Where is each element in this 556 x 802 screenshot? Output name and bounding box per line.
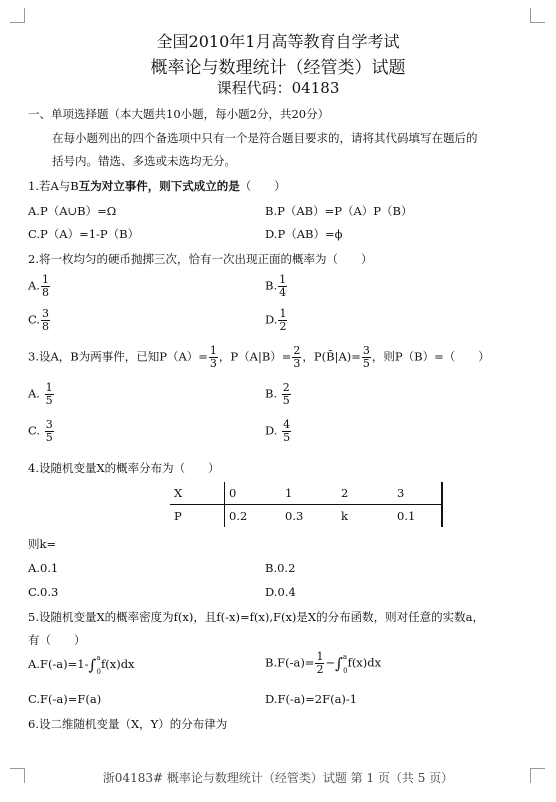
q4-cell: P bbox=[174, 509, 182, 523]
q3-fraction-3: $\frac{3}{5}$ bbox=[362, 344, 370, 370]
q3-a-fraction: $\frac{1}{5}$ bbox=[45, 381, 53, 407]
q5-option-d: D.F(-a)=2F(a)-1 bbox=[265, 692, 358, 706]
q2-d-fraction: $\frac{1}{2}$ bbox=[279, 307, 287, 333]
q2-c-fraction: $\frac{3}{8}$ bbox=[42, 307, 50, 333]
q3-option-c: C. $\frac{3}{5}$ bbox=[28, 418, 53, 444]
section-instruction-1: 在每小题列出的四个备选项中只有一个是符合题目要求的，请将其代码填写在题后的 bbox=[52, 131, 478, 145]
q4-cell: 0.2 bbox=[225, 505, 282, 528]
q5-stem-line-1: 5.设随机变量X的概率密度为f(x)，且f(-x)=f(x),F(x)是X的分布函数，则对任意的实数a， bbox=[28, 610, 484, 624]
q5-b-fraction: $\frac{1}{2}$ bbox=[316, 650, 324, 676]
q4-option-b: B.0.2 bbox=[265, 561, 296, 575]
q2-option-b: B. $\frac{1}{4}$ bbox=[265, 273, 287, 299]
course-code: 课程代码：04183 bbox=[216, 79, 340, 97]
q1-option-d: D.P（AB）=ϕ bbox=[265, 227, 343, 241]
q4-cell: 0 bbox=[225, 482, 282, 505]
q1-option-b: B.P（AB）=P（A）P（B） bbox=[265, 204, 413, 218]
q4-cell: 1 bbox=[281, 482, 337, 505]
exam-title: 全国2010年1月高等教育自学考试 bbox=[156, 32, 400, 51]
q2-option-d: D. $\frac{1}{2}$ bbox=[265, 307, 287, 333]
q3-stem: 3.设A，B为两事件，已知P（A）= $\frac{1}{3}$ ，P（A|B）= $\frac{2}{3}$ ，P(B̄|A)= $\frac{3}{5}$ ，则P（B）=（ ） bbox=[28, 344, 490, 370]
q4-cell: X bbox=[170, 482, 225, 505]
q4-option-c: C.0.3 bbox=[28, 585, 59, 599]
crop-mark-top-right bbox=[530, 8, 545, 23]
q2-a-fraction: $\frac{1}{8}$ bbox=[41, 273, 49, 299]
q3-option-a: A. $\frac{1}{5}$ bbox=[28, 381, 53, 407]
q1-option-a: A.P（A∪B）=Ω bbox=[28, 204, 117, 218]
q1-stem-b: 互为对立事件，则下式成立的是 bbox=[78, 179, 240, 193]
q4-table-row-x bbox=[170, 482, 442, 505]
q3-option-b: B. $\frac{2}{5}$ bbox=[265, 381, 290, 407]
q1-stem-a: 1.若A与B bbox=[28, 179, 79, 193]
q5-stem-line-2: 有（ ） bbox=[28, 633, 86, 647]
q4-option-d: D.0.4 bbox=[265, 585, 296, 599]
q3-option-d: D. $\frac{4}{5}$ bbox=[265, 418, 291, 444]
q2-option-c: C. $\frac{3}{8}$ bbox=[28, 307, 50, 333]
q3-fraction-2: $\frac{2}{3}$ bbox=[293, 344, 301, 370]
q1-stem bbox=[28, 178, 286, 194]
q2-stem: 2.将一枚均匀的硬币抛掷三次，恰有一次出现正面的概率为（ ） bbox=[28, 252, 373, 266]
q4-distribution-table bbox=[170, 482, 443, 527]
q5-option-a: A.F(-a)=1-∫$^a_0$f(x)dx bbox=[28, 654, 135, 676]
q1-stem-c: （ ） bbox=[239, 179, 286, 193]
page-footer: 浙04183# 概率论与数理统计（经管类）试题 第 1 页（共 5 页） bbox=[102, 771, 454, 785]
q4-table-row-p bbox=[170, 505, 442, 528]
q4-then: 则k= bbox=[28, 537, 57, 551]
q2-option-a: A. $\frac{1}{8}$ bbox=[28, 273, 49, 299]
subject-title: 概率论与数理统计（经管类）试题 bbox=[150, 58, 406, 78]
section-instruction-2: 括号内。错选、多选或未选均无分。 bbox=[52, 154, 236, 168]
integral-sign: ∫ bbox=[335, 654, 343, 673]
q3-c-fraction: $\frac{3}{5}$ bbox=[45, 418, 53, 444]
q5-option-c: C.F(-a)=F(a) bbox=[28, 692, 102, 706]
section-title: 一、单项选择题（本大题共10小题，每小题2分，共20分） bbox=[28, 107, 330, 121]
q4-cell: 2 bbox=[337, 482, 393, 505]
q3-fraction-1: $\frac{1}{3}$ bbox=[209, 344, 217, 370]
q3-b-fraction: $\frac{2}{5}$ bbox=[282, 381, 290, 407]
q3-d-fraction: $\frac{4}{5}$ bbox=[283, 418, 291, 444]
q2-b-fraction: $\frac{1}{4}$ bbox=[279, 273, 287, 299]
q4-cell: 0.1 bbox=[393, 505, 442, 528]
q1-option-c: C.P（A）=1-P（B） bbox=[28, 227, 140, 241]
q4-stem: 4.设随机变量X的概率分布为（ ） bbox=[28, 461, 220, 475]
integral-sign: ∫ bbox=[88, 656, 97, 674]
q4-cell: 3 bbox=[393, 482, 442, 505]
q4-cell: 0.3 bbox=[285, 509, 304, 523]
q4-cell: k bbox=[341, 509, 348, 523]
q4-option-a: A.0.1 bbox=[28, 561, 59, 575]
crop-mark-top-left bbox=[10, 8, 25, 23]
q5-option-b: B.F(-a)= $\frac{1}{2}$ −∫$^a_0$f(x)dx bbox=[265, 650, 382, 676]
q6-stem: 6.设二维随机变量（X，Y）的分布律为 bbox=[28, 717, 228, 731]
